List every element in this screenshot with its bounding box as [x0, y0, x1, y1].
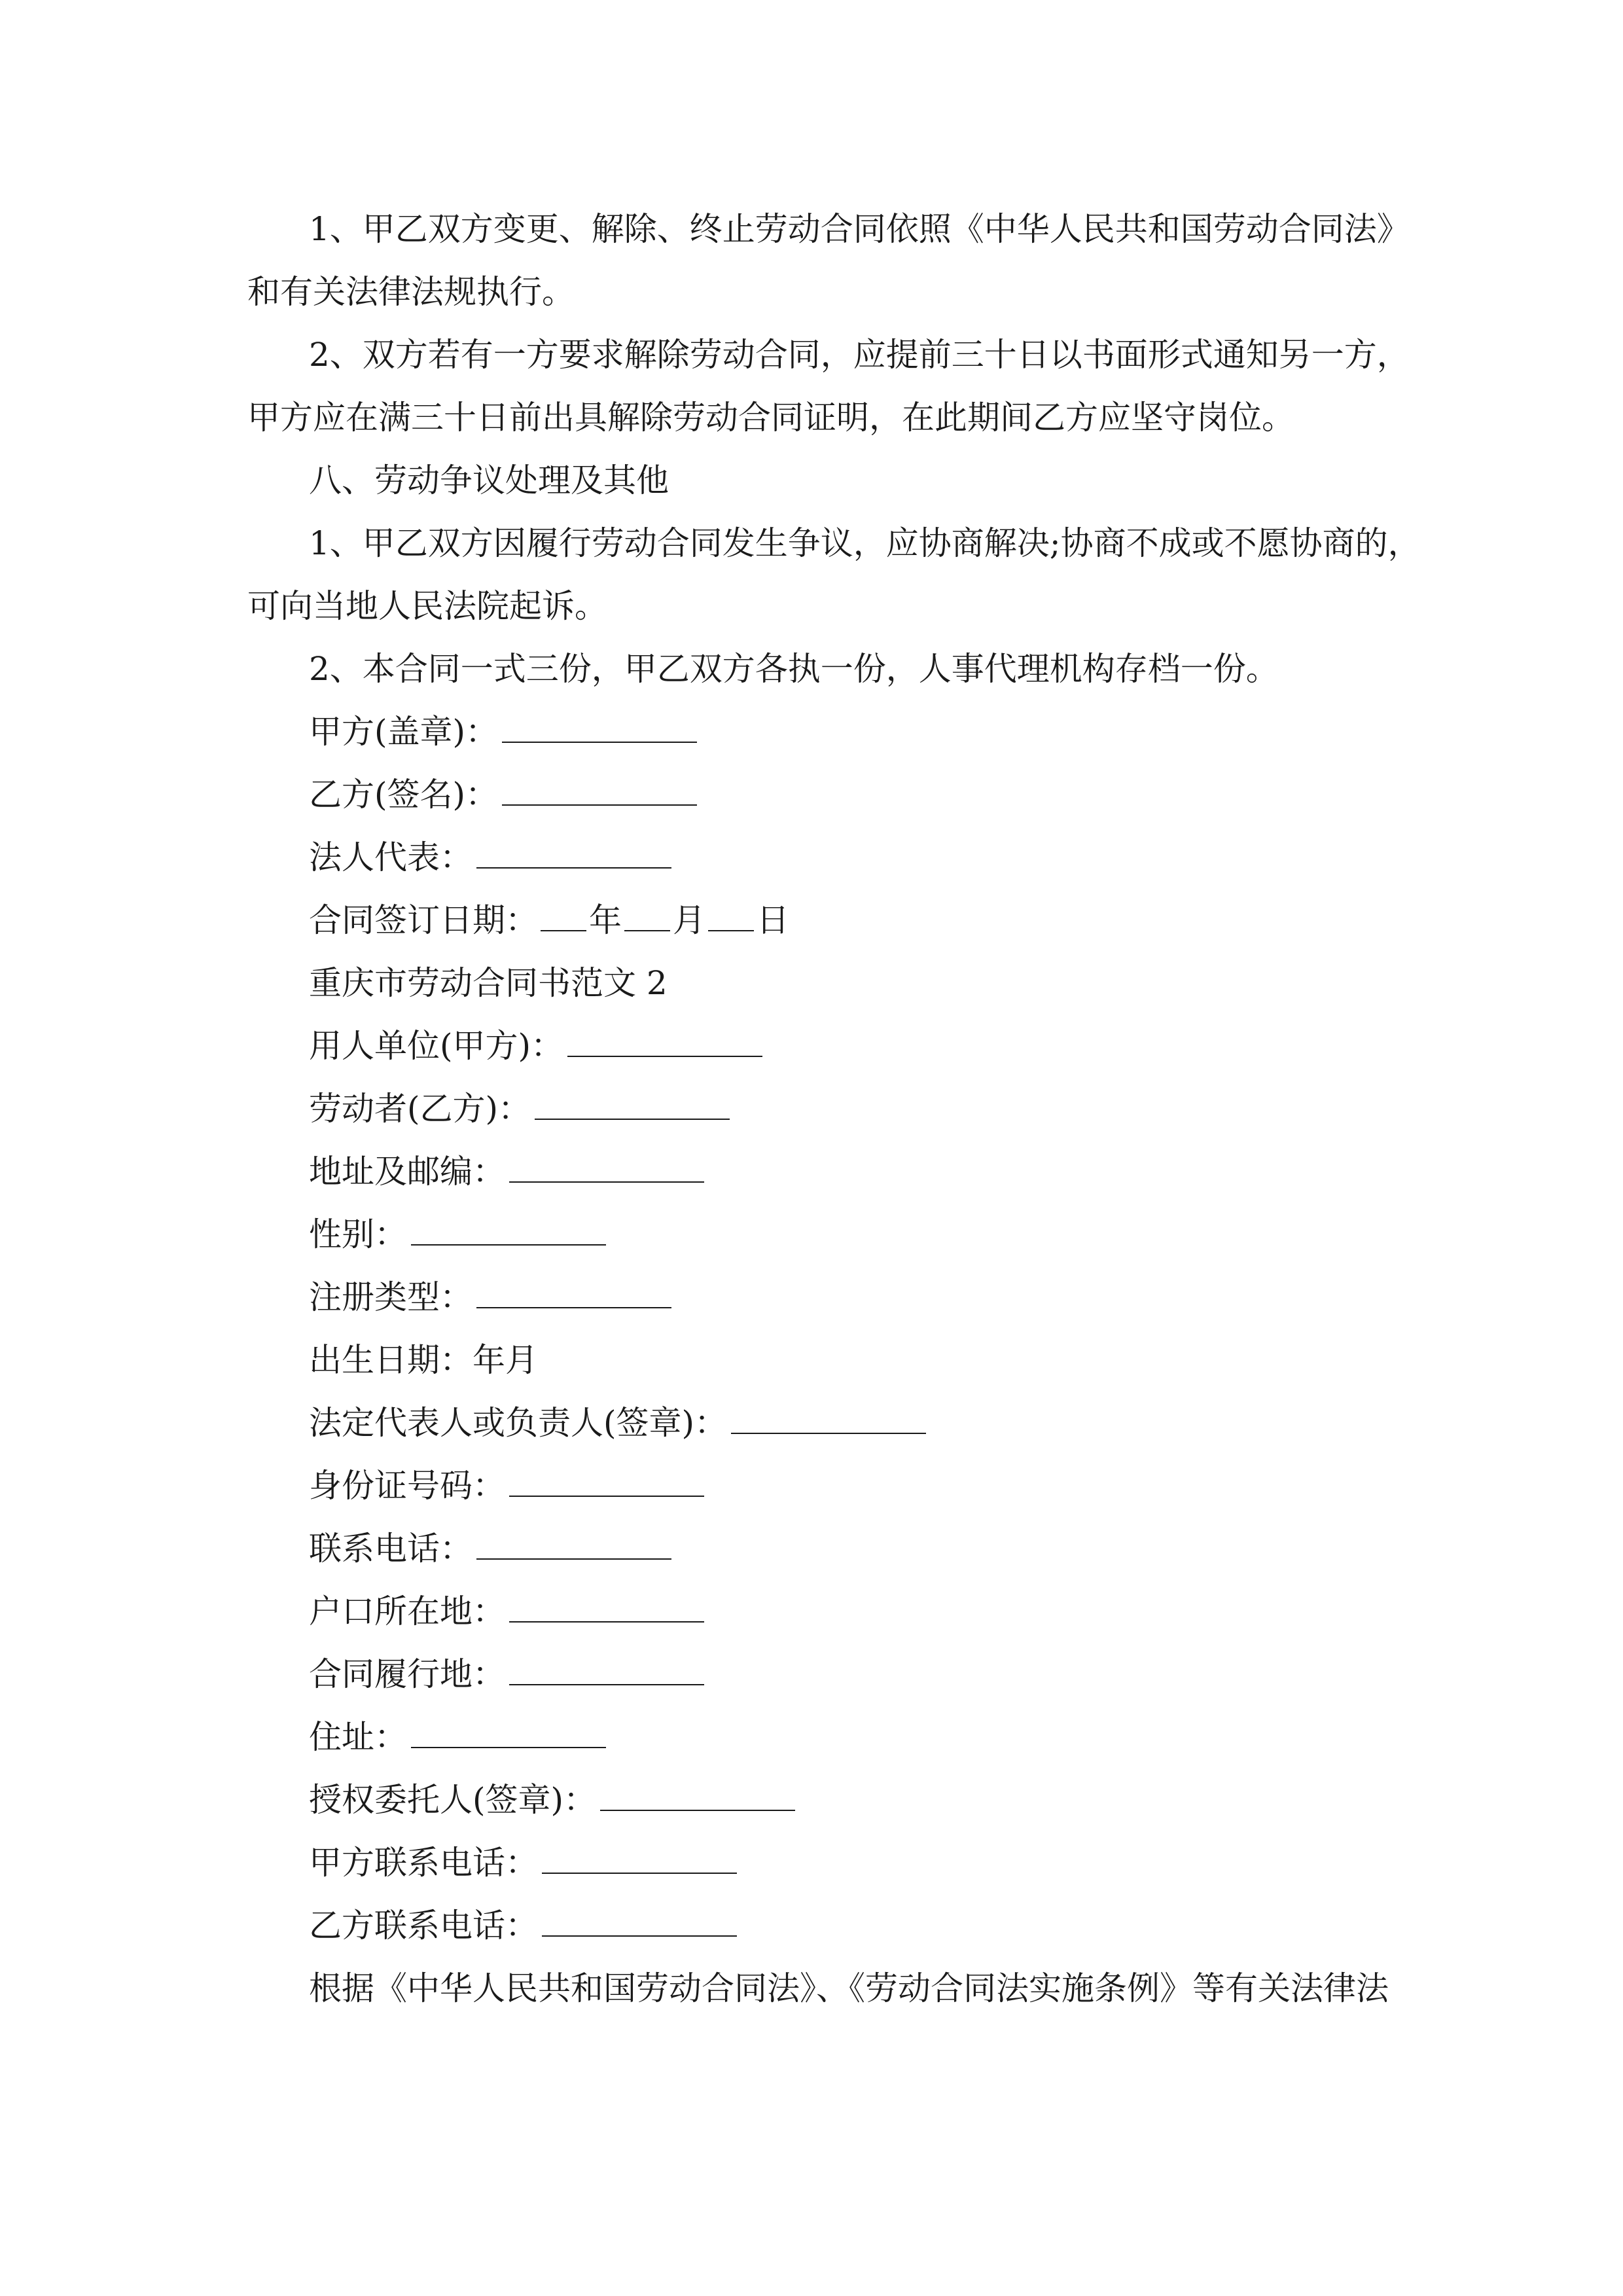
paragraph-1-line-2: 和有关法律法规执行。 [247, 273, 575, 311]
fill-blank [502, 713, 697, 743]
fill-blank [509, 1655, 704, 1685]
field-gender [309, 1215, 606, 1254]
field-sign-date [309, 901, 789, 940]
fill-blank [600, 1781, 795, 1811]
field-label: 户口所在地： [309, 1592, 505, 1630]
second-contract-title: 重庆市劳动合同书范文 2 [309, 964, 668, 1002]
field-label: 乙方(签名)： [309, 776, 499, 814]
fill-blank [509, 1467, 704, 1497]
fill-blank [502, 776, 697, 806]
field-label: 授权委托人(签章)： [309, 1781, 597, 1819]
field-label: 法人代表： [309, 838, 473, 876]
closing-line: 根据《中华人民共和国劳动合同法》、《劳动合同法实施条例》等有关法律法 [309, 1969, 1389, 2007]
month-label: 月 [673, 901, 705, 939]
fill-blank-day [708, 901, 754, 931]
field-id-number [309, 1466, 704, 1505]
fill-blank-year [541, 901, 586, 931]
field-label: 甲方(盖章)： [309, 713, 499, 751]
fill-blank [509, 1153, 704, 1183]
fill-blank [542, 1844, 737, 1874]
field-phone [309, 1529, 671, 1568]
fill-blank-month [624, 901, 670, 931]
fill-blank [411, 1215, 606, 1246]
paragraph-1-line-1: 1、甲乙双方变更、解除、终止劳动合同依照《中华人民共和国劳动合同法》 [309, 210, 1410, 248]
field-label: 乙方联系电话： [309, 1907, 538, 1945]
paragraph-4: 2、本合同一式三份，甲乙双方各执一份，人事代理机构存档一份。 [309, 650, 1279, 688]
field-label: 性别： [309, 1215, 407, 1253]
year-label: 年 [589, 901, 622, 939]
paragraph-3-line-2: 可向当地人民法院起诉。 [247, 587, 607, 625]
field-contract-place [309, 1655, 704, 1694]
field-legal-rep-seal [309, 1403, 926, 1443]
field-worker [309, 1089, 730, 1128]
section-8-heading: 八、劳动争议处理及其他 [309, 461, 669, 499]
field-birth-date: 出生日期：年月 [309, 1341, 538, 1379]
field-registration-type [309, 1278, 671, 1317]
field-residence [309, 1717, 606, 1757]
field-label: 注册类型： [309, 1278, 473, 1316]
fill-blank [535, 1090, 730, 1120]
field-party-a-seal [309, 712, 697, 751]
field-label: 合同履行地： [309, 1655, 505, 1693]
fill-blank [411, 1718, 606, 1748]
field-employer [309, 1026, 762, 1066]
day-label: 日 [757, 901, 789, 939]
field-legal-rep [309, 838, 671, 877]
field-party-a-phone [309, 1843, 737, 1882]
field-label: 联系电话： [309, 1530, 473, 1568]
field-label: 甲方联系电话： [309, 1844, 538, 1882]
paragraph-2-line-1: 2、双方若有一方要求解除劳动合同，应提前三十日以书面形式通知另一方， [309, 336, 1410, 374]
field-authorized-agent [309, 1780, 795, 1820]
paragraph-2-line-2: 甲方应在满三十日前出具解除劳动合同证明，在此期间乙方应坚守岗位。 [247, 399, 1294, 437]
fill-blank [476, 1278, 671, 1308]
field-label: 合同签订日期： [309, 901, 538, 939]
fill-blank [509, 1592, 704, 1623]
fill-blank [476, 838, 671, 869]
field-party-b-phone [309, 1906, 737, 1945]
field-party-b-sign [309, 775, 697, 814]
field-address-zip [309, 1152, 704, 1191]
field-hukou [309, 1592, 704, 1631]
fill-blank [476, 1530, 671, 1560]
fill-blank [567, 1027, 762, 1057]
field-label: 法定代表人或负责人(签章)： [309, 1404, 728, 1442]
fill-blank [542, 1907, 737, 1937]
field-label: 地址及邮编： [309, 1153, 505, 1191]
field-label: 用人单位(甲方)： [309, 1027, 564, 1065]
field-label: 劳动者(乙方)： [309, 1090, 531, 1128]
field-label: 住址： [309, 1718, 407, 1756]
fill-blank [731, 1404, 926, 1434]
field-label: 身份证号码： [309, 1467, 505, 1505]
paragraph-3-line-1: 1、甲乙双方因履行劳动合同发生争议，应协商解决;协商不成或不愿协商的， [309, 524, 1421, 562]
